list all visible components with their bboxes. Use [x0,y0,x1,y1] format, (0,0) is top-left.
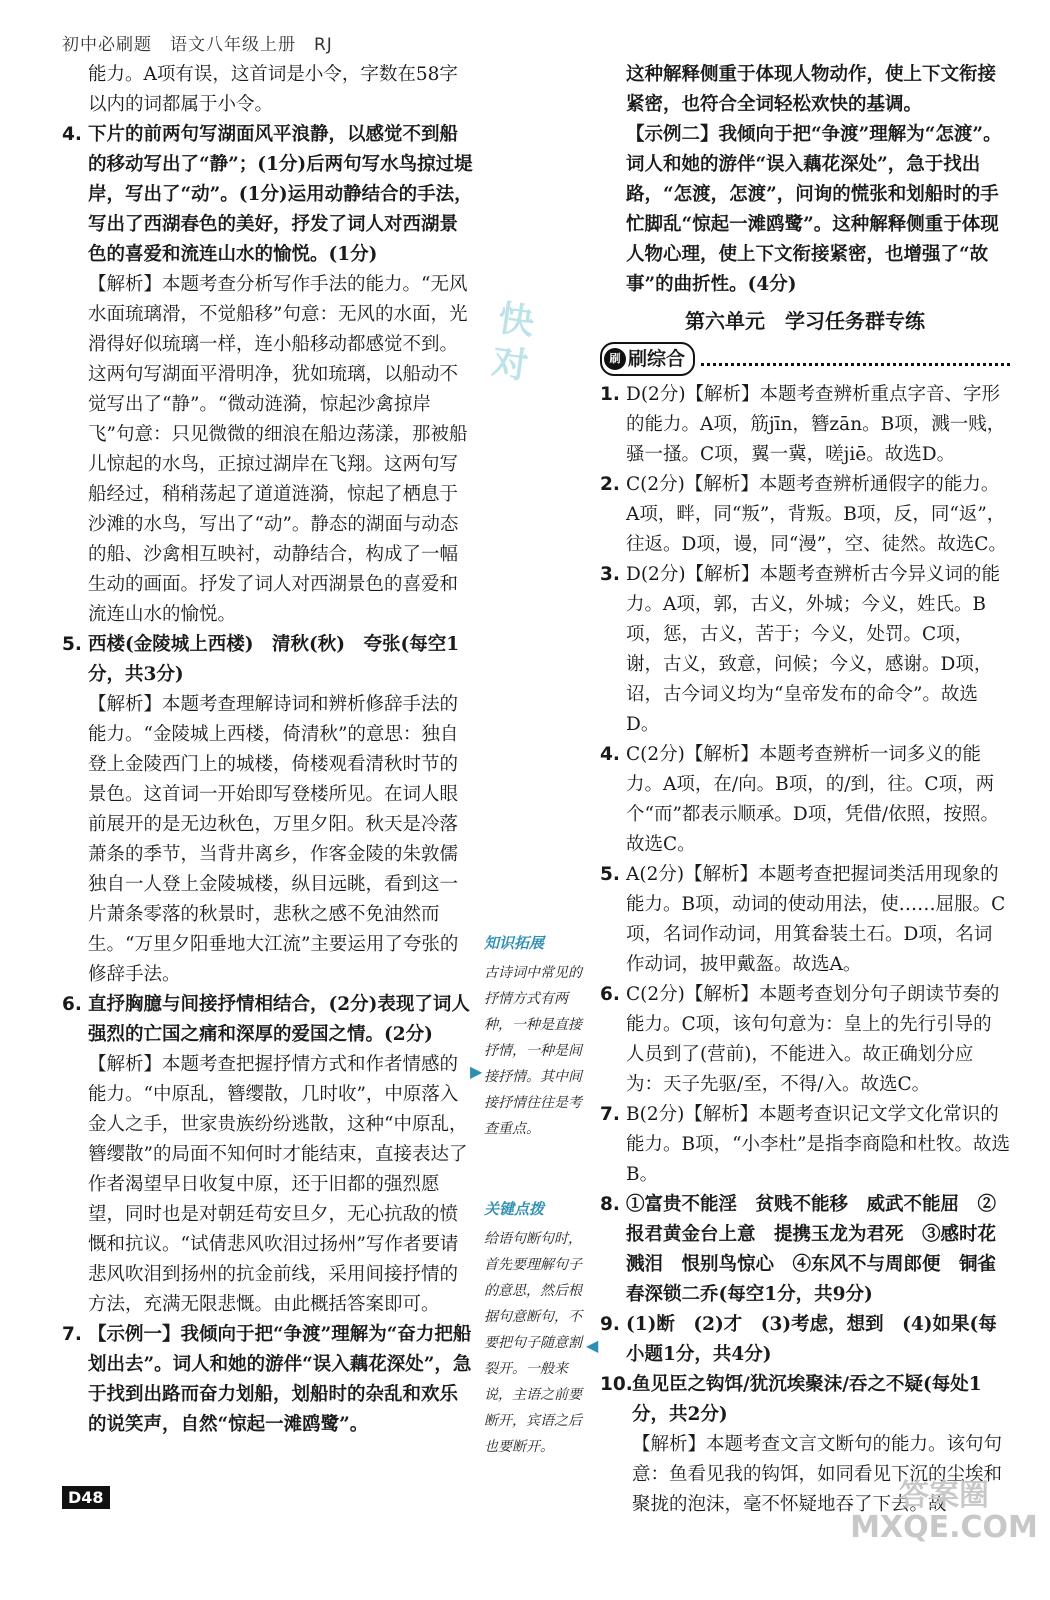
brush-header [600,342,1010,376]
section-title: 第六单元 学习任务群专练 [685,309,925,333]
answer-text: 直抒胸臆与间接抒情相结合，(2分)表现了词人强烈的亡国之痛和深厚的爱国之情。(2分) [88,994,470,1045]
item-number: 6. [62,994,82,1015]
answer-text: C(2分)【解析】本题考查辨析一词多义的能力。A项，在/向。B项，的/到，往。C项，两个“而”都表示顺承。D项，凭借/依照，按照。故选C。 [626,744,999,855]
brush-label: 刷综合 [628,348,686,370]
item-number: 10. [600,1374,633,1395]
right-column [600,60,1010,1520]
analysis-text: 【解析】本题考查文言文断句的能力。该句句意：鱼看见我的钩饵，如同看见下沉的尘埃和聚拢的泡沫，毫不怀疑地吞了下去。故 [632,1434,1003,1515]
answer-text: B(2分)【解析】本题考查识记文学文化常识的能力。B项，“小李杜”是指李商隐和杜牧。故选B。 [626,1104,1011,1185]
answer-item-r4 [600,740,1010,860]
item7-example2: 【示例二】我倾向于把“争渡”理解为“怎渡”。词人和她的游伴“误入藕花深处”，急于找出路，“怎渡，怎渡”，问询的慌张和划船时的手忙脚乱“惊起一滩鸥鹭”。这种解释侧重于体现人物心理，使上下文衔接紧密，也增强了“故事”的曲折性。(4分) [626,124,1002,295]
answer-text: C(2分)【解析】本题考查辨析通假字的能力。A项，畔，同“叛”，背叛。B项，反，同“返”，往返。D项，谩，同“漫”，空、徒然。故选C。 [626,474,1007,555]
answer-text: ①富贵不能淫 贫贱不能移 威武不能屈 ②报君黄金台上意 提携玉龙为君死 ③感时花溅泪 恨别鸟惊心 ④东风不与周郎便 铜雀春深锁二乔(每空1分，共9分) [626,1194,997,1305]
answer-text: A(2分)【解析】本题考查把握词类活用现象的能力。B项，动词的使动用法，使……屈服。C项，名词作动词，用箕畚装土石。D项，名词作动词，披甲戴盔。故选A。 [626,864,1006,975]
item-number: 7. [62,1324,82,1345]
dotted-divider [701,353,1010,366]
answer-text: 鱼见臣之钩饵/犹沉埃聚沫/吞之不疑(每处1分，共2分) [632,1374,982,1425]
answer-item-r2 [600,470,1010,560]
item-number: 3. [600,564,620,585]
tip-box-title: 关键点拨 [484,1200,545,1218]
knowledge-box [484,930,588,1142]
watermark-right: 答案圈 MXQE.COM [850,1478,1038,1545]
answer-item-r3 [600,560,1010,740]
knowledge-box-title: 知识拓展 [484,934,545,952]
item7-continued: 这种解释侧重于体现人物动作，使上下文衔接紧密，也符合全词轻松欢快的基调。 [626,64,997,115]
watermark-left: 快对 [489,297,537,388]
answer-text: 西楼(金陵城上西楼) 清秋(秋) 夸张(每空1分，共3分) [88,634,460,685]
item-number: 8. [600,1194,620,1215]
answer-item-r7 [600,1100,1010,1190]
answer-text: D(2分)【解析】本题考查辨析古今异义词的能力。A项，郭，古义，外城；今义，姓氏。B项，惩，古义，苦于；今义，处罚。C项，谢，古义，致意，问候；今义，感谢。D项，诏，古今词义均为“皇帝发布的命令”。故选D。 [626,564,1001,735]
item-number: 6. [600,984,620,1005]
answer-text: (1)断 (2)才 (3)考虑，想到 (4)如果(每小题1分，共4分) [626,1314,997,1365]
answer-item-r6 [600,980,1010,1100]
answer-item-7 [62,1320,474,1440]
brush-badge [600,342,695,376]
item-number: 7. [600,1104,620,1125]
arrow-right-icon: ▶ [470,1062,483,1081]
answer-text: 【示例一】我倾向于把“争渡”理解为“奋力把船划出去”。词人和她的游伴“误入藕花深处”，急于找到出路而奋力划船，划船时的杂乱和欢乐的说笑声，自然“惊起一滩鸥鹭”。 [88,1324,472,1435]
item-number: 9. [600,1314,620,1335]
item-number: 1. [600,384,620,405]
left-column [62,60,474,1440]
page-number: D48 [62,1486,110,1509]
answer-item-5 [62,630,474,990]
tip-box [484,1196,588,1460]
answer-text: C(2分)【解析】本题考查划分句子朗读节奏的能力。C项，该句句意为：皇上的先行引导的人员到了(营前)，不能进入。故正确划分应为：天子先驱/至，不得/入。故选C。 [626,984,1000,1095]
answer-item-6 [62,990,474,1320]
item-number: 4. [62,124,82,145]
page-header: 初中必刷题 语文八年级上册 RJ [62,35,333,55]
analysis-text: 【解析】本题考查把握抒情方式和作者情感的能力。“中原乱，簪缨散，几时收”，中原落入金人之手，世家贵族纷纷逃散，这种“中原乱，簪缨散”的局面不知何时才能结束，直接表达了作者渴望早日收复中原，还于旧都的强烈愿望，同时也是对朝廷苟安旦夕，无心抗敌的愤慨和抗议。“试倩悲风吹泪过扬州”写作者要请悲风吹泪到扬州的抗金前线，采用间接抒情的方法，充满无限悲慨。由此概括答案即可。 [88,1054,468,1315]
intro-text: 能力。A项有误，这首词是小令，字数在58字以内的词都属于小令。 [88,64,458,115]
knowledge-box-text: 古诗词中常见的抒情方式有两种，一种是直接抒情，一种是间接抒情。其中间接抒情往往是考查重点。 [484,965,582,1137]
tip-box-text: 给语句断句时，首先要理解句子的意思，然后根据句意断句，不要把句子随意割裂开。一般来说，主语之前要断开，宾语之后也要断开。 [484,1231,582,1455]
answer-item-r8 [600,1190,1010,1310]
answer-text: 下片的前两句写湖面风平浪静，以感觉不到船的移动写出了“静”；(1分)后两句写水鸟掠过堤岸，写出了“动”。(1分)运用动静结合的手法，写出了西湖春色的美好，抒发了词人对西湖景色的喜爱和流连山水的愉悦。(1分) [88,124,473,265]
item-number: 4. [600,744,620,765]
answer-text: D(2分)【解析】本题考查辨析重点字音、字形的能力。A项，筋jīn，簪zān。B项，溅一贱，骚一搔。C项，翼一冀，嗟jiē。故选D。 [626,384,1006,465]
item-number: 5. [62,634,82,655]
answer-item-4 [62,120,474,630]
brush-icon: 刷 [604,348,626,370]
item-number: 2. [600,474,620,495]
answer-item-r9 [600,1310,1010,1370]
item-number: 5. [600,864,620,885]
answer-item-r5 [600,860,1010,980]
answer-item-r1 [600,380,1010,470]
analysis-text: 【解析】本题考查理解诗词和辨析修辞手法的能力。“金陵城上西楼，倚清秋”的意思：独自登上金陵西门上的城楼，倚楼观看清秋时节的景色。这首词一开始即写登楼所见。在词人眼前展开的是无边秋色，万里夕阳。秋天是冷落萧条的季节，当背井离乡，作客金陵的朱敦儒独自一人登上金陵城楼，纵目远眺，看到这一片萧条零落的秋景时，悲秋之感不免油然而生。“万里夕阳垂地大江流”主要运用了夸张的修辞手法。 [88,694,459,985]
arrow-left-icon: ◀ [586,1336,599,1355]
analysis-text: 【解析】本题考查分析写作手法的能力。“无风水面琉璃滑，不觉船移”句意：无风的水面，光滑得好似琉璃一样，连小船移动都感觉不到。这两句写湖面平滑明净，犹如琉璃，以船动不觉写出了“静”。“微动涟漪，惊起沙禽掠岸飞”句意：只见微微的细浪在船边荡漾，那被船儿惊起的水鸟，正掠过湖岸在飞翔。这两句写船经过，稍稍荡起了道道涟漪，惊起了栖息于沙滩的水鸟，写出了“动”。静态的湖面与动态的船、沙禽相互映衬，动静结合，构成了一幅生动的画面。抒发了词人对西湖景色的喜爱和流连山水的愉悦。 [88,274,468,625]
